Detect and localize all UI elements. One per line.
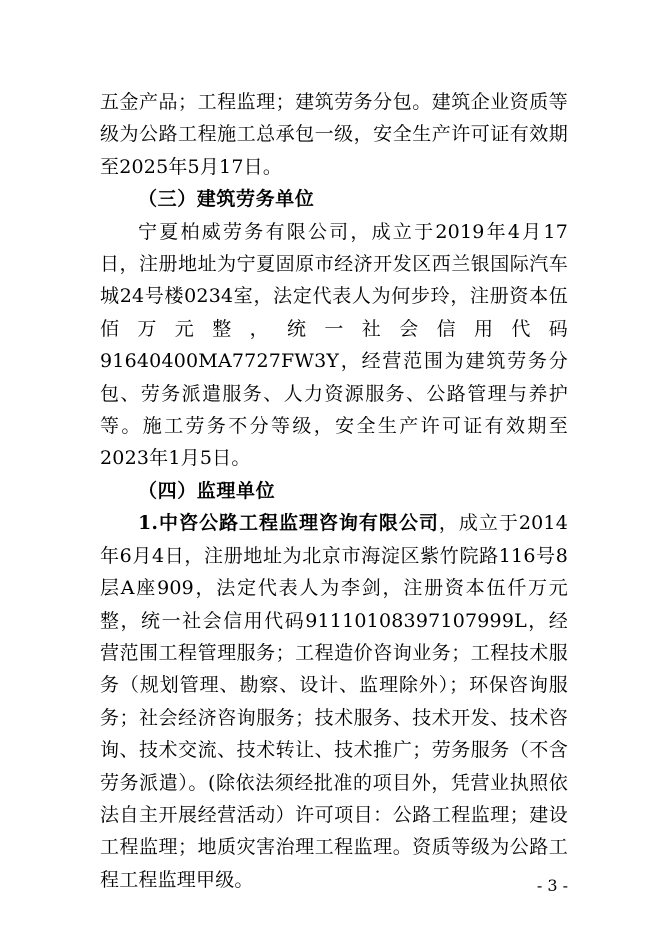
section-heading-labor-contractor: （三）建筑劳务单位: [138, 188, 315, 211]
paragraph-continued-qualifications: 五金产品；工程监理；建筑劳务分包。建筑企业资质等级为公路工程施工总承包一级，安全生产许可证有效期至2025年5月17日。: [100, 91, 568, 178]
supervision-company-details: ，成立于2014年6月4日，注册地址为北京市海淀区紫竹院路116号8层A座909，法定代表人为李剑，注册资本伍仟万元整，统一社会信用代码91110108397107999L，经营范围工程管理服务；工程造价咨询业务；工程技术服务（规划管理、勘察、设计、监理除外）；环保咨询服务；社会经济咨询服务；技术服务、技术开发、技术咨询、技术交流、技术转让、技术推广；劳务服务（不含劳务派遣）。(除依法须经批准的项目外，凭营业执照依法自主开展经营活动）许可项目：公路工程监理；建设工程监理；地质灾害治理工程监理。资质等级为公路工程工程监理甲级。: [100, 512, 568, 891]
page-number: - 3 -: [536, 876, 568, 895]
paragraph-supervision-unit: [100, 507, 568, 896]
supervision-company-name: 1.中咨公路工程监理咨询有限公司: [138, 512, 439, 535]
paragraph-labor-contractor: 宁夏柏威劳务有限公司，成立于2019年4月17日，注册地址为宁夏固原市经济开发区西兰银国际汽车城24号楼0234室，法定代表人为何步玲，注册资本伍佰万元整，统一社会信用代码91640400MA7727FW3Y，经营范围为建筑劳务分包、劳务派遣服务、人力资源服务、公路管理与养护等。施工劳务不分等级，安全生产许可证有效期至2023年1月5日。: [100, 220, 568, 470]
section-heading-supervision-unit: （四）监理单位: [138, 479, 276, 502]
document-body: [100, 86, 568, 896]
